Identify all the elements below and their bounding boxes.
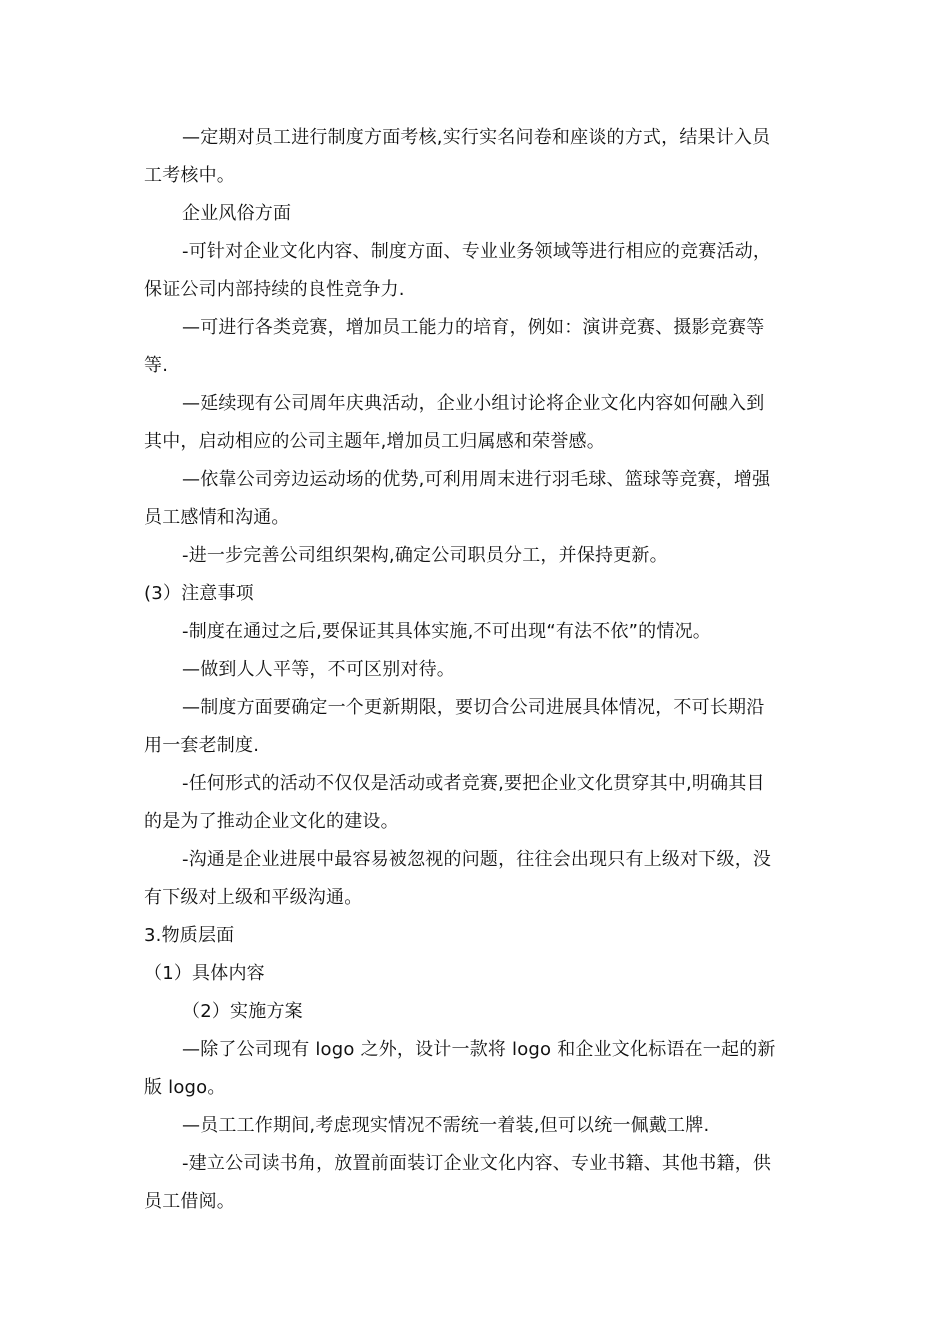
paragraph-line: —做到人人平等，不可区别对待。 xyxy=(182,659,455,680)
paragraph-line: —定期对员工进行制度方面考核,实行实名问卷和座谈的方式，结果计入员 xyxy=(182,127,771,148)
paragraph-line: -进一步完善公司组织架构,确定公司职员分工，并保持更新。 xyxy=(182,545,668,566)
paragraph-line: —延续现有公司周年庆典活动，企业小组讨论将企业文化内容如何融入到 xyxy=(182,393,765,414)
paragraph-line: -可针对企业文化内容、制度方面、专业业务领域等进行相应的竞赛活动， xyxy=(182,241,772,262)
paragraph-line: -沟通是企业进展中最容易被忽视的问题，往往会出现只有上级对下级，没 xyxy=(182,849,772,870)
section-heading: （2）实施方案 xyxy=(182,1001,303,1022)
paragraph-line: 保证公司内部持续的良性竞争力. xyxy=(144,279,405,300)
paragraph-line: -制度在通过之后,要保证其具体实施,不可出现“有法不依”的情况。 xyxy=(182,621,711,642)
paragraph-line: 用一套老制度. xyxy=(144,735,260,756)
paragraph-line: —可进行各类竞赛，增加员工能力的培育，例如：演讲竞赛、摄影竞赛等 xyxy=(182,317,765,338)
section-heading: (3）注意事项 xyxy=(144,583,254,604)
paragraph-line: 版 logo。 xyxy=(144,1077,226,1098)
paragraph-line: —员工工作期间,考虑现实情况不需统一着装,但可以统一佩戴工牌. xyxy=(182,1115,710,1136)
paragraph-line: 的是为了推动企业文化的建设。 xyxy=(144,811,399,832)
paragraph-line: 工考核中。 xyxy=(144,165,235,186)
paragraph-line: —除了公司现有 logo 之外，设计一款将 logo 和企业文化标语在一起的新 xyxy=(182,1039,776,1060)
paragraph-line: 有下级对上级和平级沟通。 xyxy=(144,887,363,908)
paragraph-line: -建立公司读书角，放置前面装订企业文化内容、专业书籍、其他书籍，供 xyxy=(182,1153,772,1174)
paragraph-line: 等. xyxy=(144,355,169,376)
paragraph-line: —制度方面要确定一个更新期限，要切合公司进展具体情况，不可长期沿 xyxy=(182,697,765,718)
paragraph-line: 员工感情和沟通。 xyxy=(144,507,290,528)
paragraph-line: 员工借阅。 xyxy=(144,1191,235,1212)
section-heading: 企业风俗方面 xyxy=(182,203,292,224)
section-heading: 3.物质层面 xyxy=(144,925,235,946)
paragraph-line: -任何形式的活动不仅仅是活动或者竞赛,要把企业文化贯穿其中,明确其目 xyxy=(182,773,765,794)
section-heading: （1）具体内容 xyxy=(144,963,265,984)
paragraph-line: 其中，启动相应的公司主题年,增加员工归属感和荣誉感。 xyxy=(144,431,605,452)
paragraph-line: —依靠公司旁边运动场的优势,可利用周末进行羽毛球、篮球等竞赛，增强 xyxy=(182,469,771,490)
